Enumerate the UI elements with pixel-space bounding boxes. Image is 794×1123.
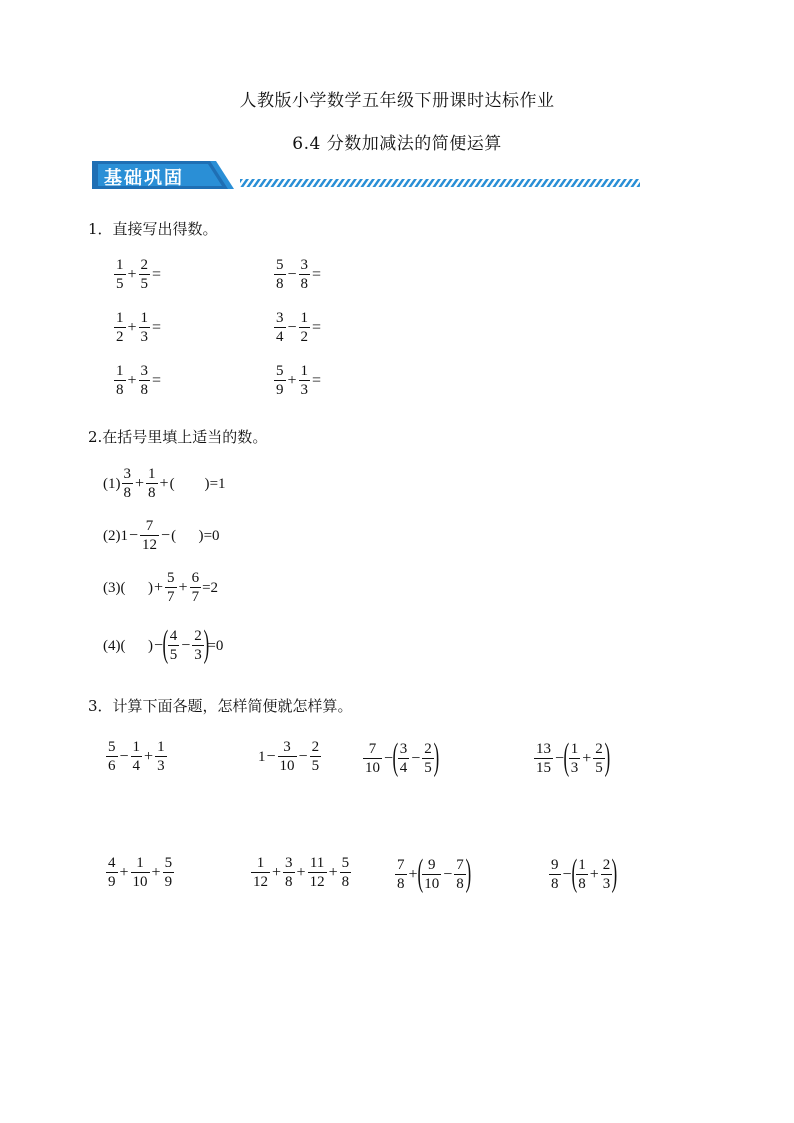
fraction: $\frac{3}{8}$: [140, 363, 149, 398]
question-2-prompt: 2.在括号里填上适当的数。: [88, 428, 268, 446]
fraction: $\frac{4}{5}$: [169, 628, 178, 663]
fraction: $\frac{3}{4}$: [276, 310, 284, 345]
q2-item-1: (1) $\frac{3}{8}$ + $\frac{1}{8}$ + ( ) =1: [103, 466, 226, 501]
q3-expression: $\frac{13}{15}$ − ( $\frac{1}{3}$ + $\frac{2}{5}$ ): [536, 736, 610, 778]
answer-blank[interactable]: ( ): [120, 637, 153, 654]
q2-item-tail: =2: [202, 579, 219, 596]
answer-blank[interactable]: ( ): [120, 579, 153, 596]
question-1-prompt: 1．直接写出得数。: [88, 220, 218, 238]
q2-item-label: (2): [103, 527, 121, 544]
q2-item-label: (4): [103, 637, 121, 654]
q3-expression: $\frac{7}{8}$ + ( $\frac{9}{10}$ − $\frac{7}{8}$ ): [397, 852, 471, 894]
q1-item: $\frac{1}{2}$ + $\frac{1}{3}$ =: [116, 310, 162, 345]
fraction: $\frac{2}{5}$: [140, 257, 149, 292]
q2-item-tail: =1: [209, 475, 226, 492]
fraction: $\frac{5}{9}$: [276, 363, 284, 398]
fraction: $\frac{1}{8}$: [148, 466, 156, 501]
fraction: $\frac{3}{8}$: [300, 257, 309, 292]
q3-expression: $\frac{4}{9}$ + $\frac{1}{10}$ + $\frac{5}{9}$: [108, 855, 173, 890]
q2-item-label: (3): [103, 579, 121, 596]
answer-blank[interactable]: ( ): [169, 475, 210, 492]
q1-item: $\frac{3}{4}$ − $\frac{1}{2}$ =: [276, 310, 322, 345]
fraction: $\frac{1}{8}$: [116, 363, 124, 398]
q2-item-label: (1): [103, 475, 121, 492]
fraction: $\frac{5}{7}$: [167, 570, 175, 605]
fraction: $\frac{2}{3}$: [194, 628, 202, 663]
banner-label: 基础巩固: [104, 168, 184, 189]
q1-item: $\frac{5}{9}$ + $\frac{1}{3}$ =: [276, 363, 322, 398]
q1-item: $\frac{1}{5}$ + $\frac{2}{5}$ =: [116, 257, 162, 292]
question-3-prompt: 3．计算下面各题，怎样简便就怎样算。: [88, 697, 353, 715]
fraction: $\frac{1}{2}$: [300, 310, 309, 345]
document-title: 人教版小学数学五年级下册课时达标作业: [239, 91, 555, 111]
q3-expression: $\frac{9}{8}$ − ( $\frac{1}{8}$ + $\frac{2}{3}$ ): [551, 852, 618, 894]
q3-expression: 1 − $\frac{3}{10}$ − $\frac{2}{5}$: [258, 739, 320, 774]
fraction: $\frac{6}{7}$: [191, 570, 200, 605]
q1-item: $\frac{1}{8}$ + $\frac{3}{8}$ =: [116, 363, 162, 398]
lesson-subtitle: 6.4 分数加减法的简便运算: [292, 134, 502, 154]
fraction: $\frac{3}{8}$: [123, 466, 131, 501]
fraction: $\frac{1}{3}$: [140, 310, 149, 345]
q1-item: $\frac{5}{8}$ − $\frac{3}{8}$ =: [276, 257, 322, 292]
q2-item-tail: =0: [207, 637, 224, 654]
section-banner: [92, 159, 642, 191]
q3-expression: $\frac{1}{12}$ + $\frac{3}{8}$ + $\frac{11}{12}$ + $\frac{5}{8}$: [253, 855, 350, 890]
fraction: $\frac{1}{3}$: [300, 363, 309, 398]
q3-expression: $\frac{7}{10}$ − ( $\frac{3}{4}$ − $\frac{2}{5}$ ): [365, 736, 439, 778]
fraction: $\frac{1}{2}$: [116, 310, 124, 345]
q2-item-4: (4) ( ) − ( $\frac{4}{5}$ − $\frac{2}{3}$ ) =0: [103, 623, 224, 665]
q2-item-2: (2) 1 − $\frac{7}{12}$ − ( ) =0: [103, 518, 220, 553]
q2-item-tail: =0: [203, 527, 220, 544]
fraction: $\frac{7}{12}$: [142, 518, 158, 553]
answer-blank[interactable]: ( ): [171, 527, 204, 544]
fraction: $\frac{5}{8}$: [276, 257, 284, 292]
q3-expression: $\frac{5}{6}$ − $\frac{1}{4}$ + $\frac{1}{3}$: [108, 739, 165, 774]
q2-item-3: (3) ( ) + $\frac{5}{7}$ + $\frac{6}{7}$ =2: [103, 570, 219, 605]
fraction: $\frac{1}{5}$: [116, 257, 124, 292]
